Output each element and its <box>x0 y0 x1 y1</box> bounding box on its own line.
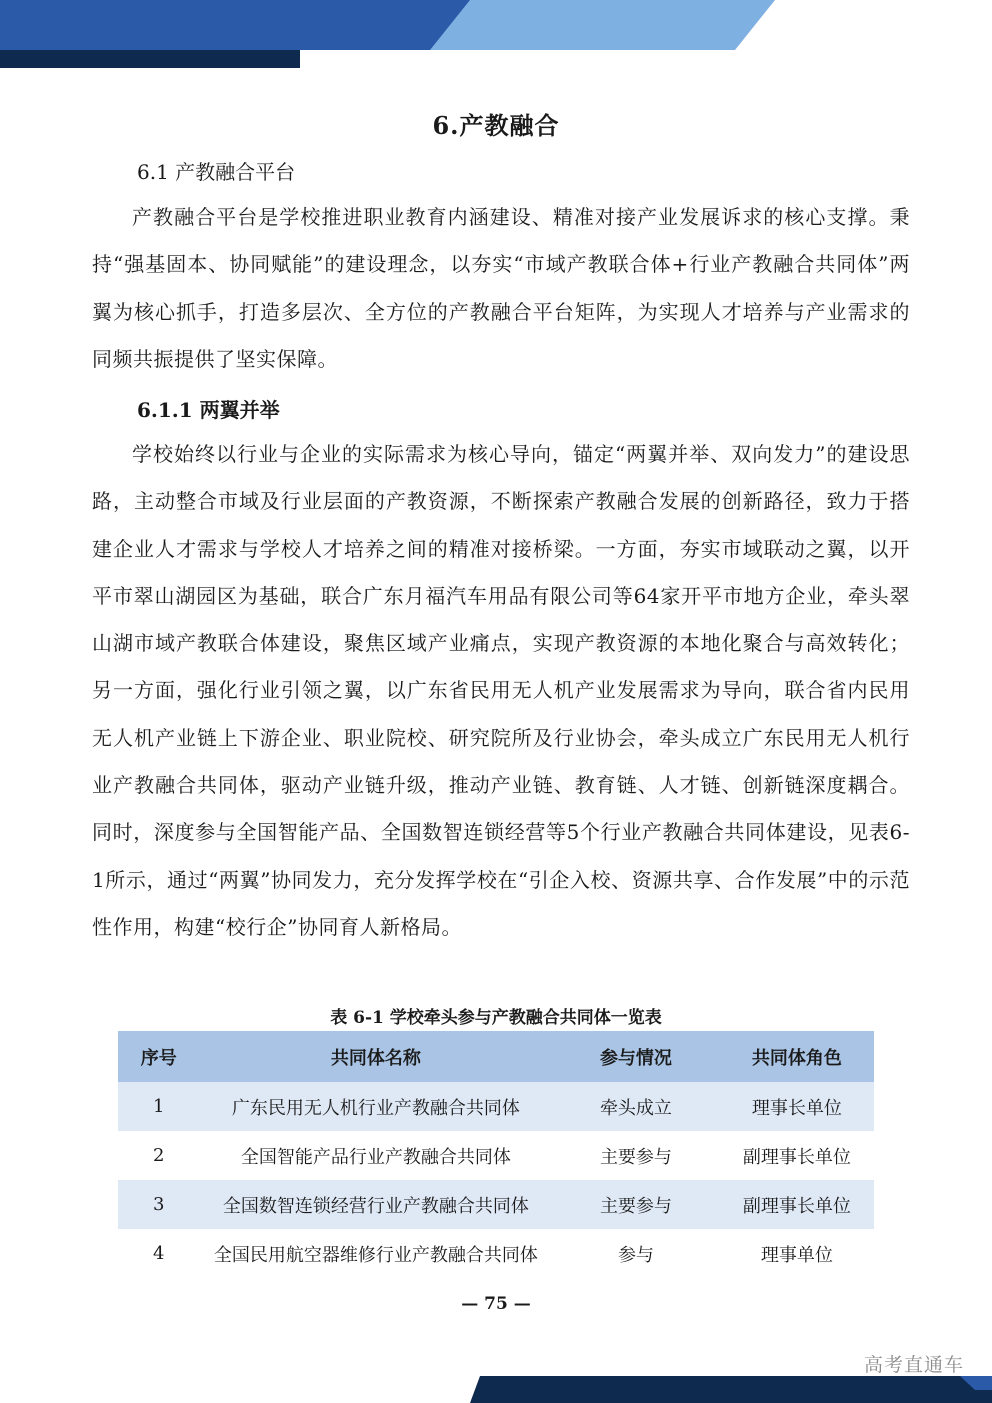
footer-decoration <box>0 1370 992 1403</box>
footer-navy-band <box>470 1376 992 1403</box>
header-role: 共同体角色 <box>720 1031 874 1082</box>
table-header-row <box>118 1031 874 1082</box>
section-heading: 6.产教融合 <box>432 111 560 140</box>
table-row <box>118 1082 874 1131</box>
cell-participation: 主要参与 <box>552 1180 720 1229</box>
table-row <box>118 1131 874 1180</box>
table-row <box>118 1229 874 1278</box>
cell-role: 理事长单位 <box>720 1082 874 1131</box>
paragraph-platform-intro: 产教融合平台是学校推进职业教育内涵建设、精准对接产业发展诉求的核心支撑。秉持“强基固本、协同赋能”的建设理念，以夯实“市域产教联合体+行业产教融合共同体”两翼为核心抓手，打造多层次、全方位的产教融合平台矩阵，为实现人才培养与产业需求的同频共振提供了坚实保障。 <box>92 205 910 371</box>
community-table <box>118 1031 874 1278</box>
cell-community-name: 广东民用无人机行业产教融合共同体 <box>200 1082 553 1131</box>
header-blue-band <box>0 0 480 50</box>
cell-participation: 参与 <box>552 1229 720 1278</box>
cell-index: 4 <box>118 1229 200 1278</box>
cell-community-name: 全国智能产品行业产教融合共同体 <box>200 1131 553 1180</box>
table-row <box>118 1180 874 1229</box>
table-caption: 表 6-1 学校牵头参与产教融合共同体一览表 <box>330 1008 662 1028</box>
header-light-band <box>430 0 775 50</box>
subheading-two-wings: 6.1.1 两翼并举 <box>137 398 280 422</box>
paragraph-two-wings: 学校始终以行业与企业的实际需求为核心导向，锚定“两翼并举、双向发力”的建设思路，主动整合市域及行业层面的产教资源，不断探索产教融合发展的创新路径，致力于搭建企业人才需求与学校人才培养之间的精准对接桥梁。一方面，夯实市域联动之翼，以开平市翠山湖园区为基础，联合广东月福汽车用品有限公司等64家开平市地方企业，牵头翠山湖市域产教联合体建设，聚焦区域产业痛点，实现产教资源的本地化聚合与高效转化；另一方面，强化行业引领之翼，以广东省民用无人机产业发展需求为导向，联合省内民用无人机产业链上下游企业、职业院校、研究院所及行业协会，牵头成立广东民用无人机行业产教融合共同体，驱动产业链升级，推动产业链、教育链、人才链、创新链深度耦合。同时，深度参与全国智能产品、全国数智连锁经营等5个行业产教融合共同体建设，见表6-1所示，通过“两翼”协同发力，充分发挥学校在“引企入校、资源共享、合作发展”中的示范性作用，构建“校行企”协同育人新格局。 <box>92 442 910 939</box>
cell-role: 副理事长单位 <box>720 1180 874 1229</box>
header-participation: 参与情况 <box>552 1031 720 1082</box>
cell-index: 1 <box>118 1082 200 1131</box>
watermark-text: 高考直通车 <box>863 1354 964 1376</box>
cell-community-name: 全国民用航空器维修行业产教融合共同体 <box>200 1229 553 1278</box>
page-number: — 75 — <box>461 1294 531 1314</box>
cell-index: 3 <box>118 1180 200 1229</box>
header-decoration <box>0 0 992 80</box>
cell-participation: 牵头成立 <box>552 1082 720 1131</box>
header-community-name: 共同体名称 <box>200 1031 553 1082</box>
cell-participation: 主要参与 <box>552 1131 720 1180</box>
cell-index: 2 <box>118 1131 200 1180</box>
cell-role: 理事单位 <box>720 1229 874 1278</box>
header-index: 序号 <box>118 1031 200 1082</box>
cell-community-name: 全国数智连锁经营行业产教融合共同体 <box>200 1180 553 1229</box>
cell-role: 副理事长单位 <box>720 1131 874 1180</box>
subheading-platform: 6.1 产教融合平台 <box>137 160 296 184</box>
